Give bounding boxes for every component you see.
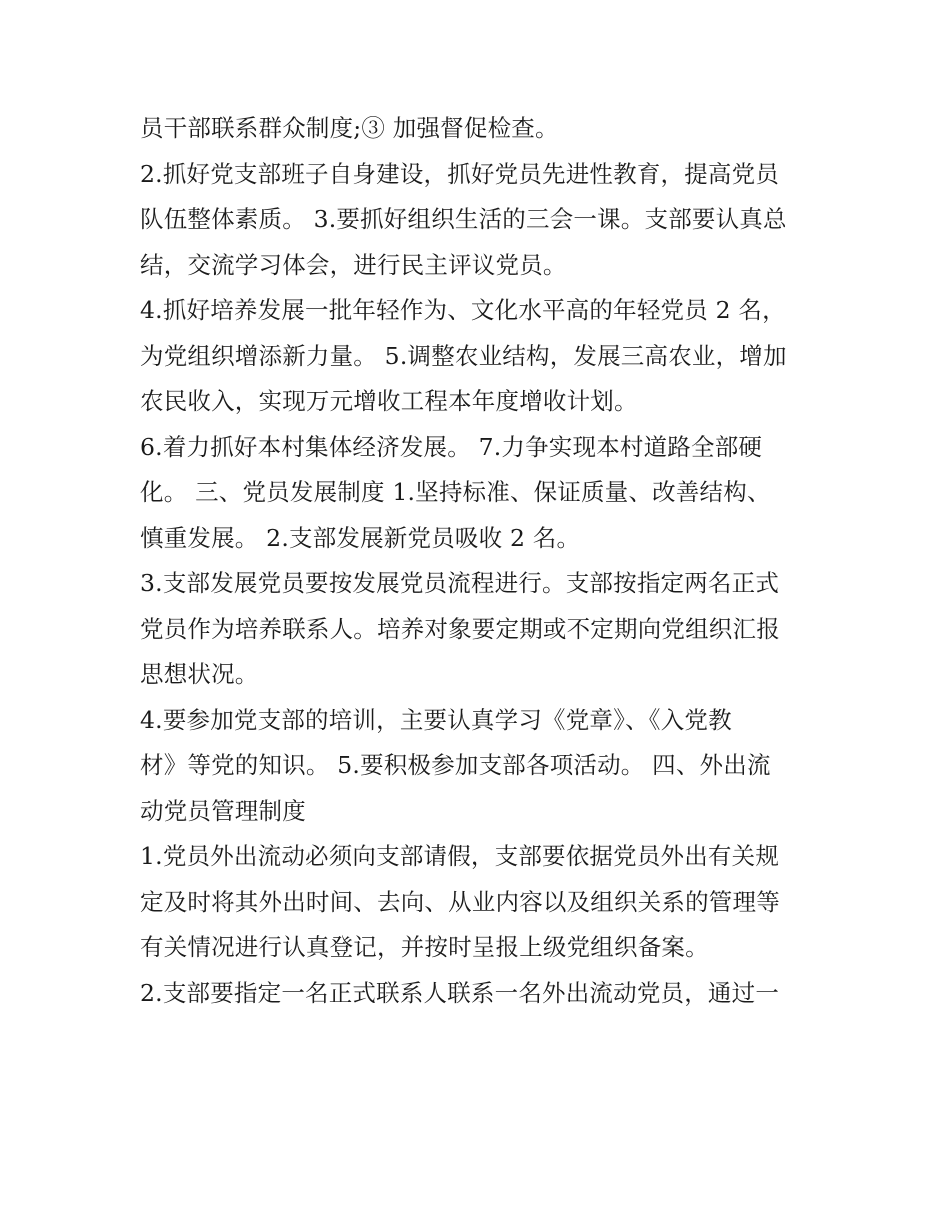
text-line: 材》等党的知识。 5.要积极参加支部各项活动。 四、外出流 bbox=[140, 751, 771, 779]
text-line: 6.着力抓好本村集体经济发展。 7.力争实现本村道路全部硬 bbox=[140, 432, 763, 461]
paragraph-3 bbox=[140, 288, 820, 425]
text-line: 动党员管理制度 bbox=[140, 796, 306, 825]
text-line: 思想状况。 bbox=[140, 660, 259, 688]
paragraph-1 bbox=[140, 106, 820, 152]
text-line: 队伍整体素质。 3.要抓好组织生活的三会一课。支部要认真总 bbox=[140, 205, 787, 233]
text-line: 慎重发展。 2.支部发展新党员吸收 2 名。 bbox=[140, 523, 581, 552]
paragraph-5 bbox=[140, 561, 820, 698]
paragraph-4 bbox=[140, 425, 820, 562]
text-line: 3.支部发展党员要按发展党员流程进行。支部按指定两名正式 bbox=[140, 569, 780, 597]
text-line: 农民收入，实现万元增收工程本年度增收计划。 bbox=[140, 387, 638, 415]
text-line: 党员作为培养联系人。培养对象要定期或不定期向党组织汇报 bbox=[140, 614, 780, 643]
text-line: 员干部联系群众制度;③ 加强督促检查。 bbox=[140, 114, 559, 142]
text-line: 为党组织增添新力量。 5.调整农业结构，发展三高农业，增加 bbox=[140, 341, 787, 370]
document-body bbox=[140, 106, 820, 1016]
paragraph-7 bbox=[140, 834, 820, 971]
paragraph-2 bbox=[140, 152, 820, 289]
paragraph-8 bbox=[140, 971, 820, 1017]
text-line: 1.党员外出流动必须向支部请假，支部要依据党员外出有关规 bbox=[140, 842, 780, 870]
text-line: 结，交流学习体会，进行民主评议党员。 bbox=[140, 250, 567, 279]
text-line: 有关情况进行认真登记，并按时呈报上级党组织备案。 bbox=[140, 933, 709, 961]
text-line: 4.抓好培养发展一批年轻作为、文化水平高的年轻党员 2 名， bbox=[140, 296, 786, 324]
text-line: 2.抓好党支部班子自身建设，抓好党员先进性教育，提高党员 bbox=[140, 159, 780, 188]
text-line: 化。 三、党员发展制度 1.坚持标准、保证质量、改善结构、 bbox=[140, 478, 771, 506]
text-line: 2.支部要指定一名正式联系人联系一名外出流动党员，通过一 bbox=[140, 978, 780, 1007]
text-line: 定及时将其外出时间、去向、从业内容以及组织关系的管理等 bbox=[140, 887, 780, 916]
text-line: 4.要参加党支部的培训，主要认真学习《党章》、《入党教 bbox=[140, 705, 732, 734]
paragraph-6 bbox=[140, 698, 820, 835]
